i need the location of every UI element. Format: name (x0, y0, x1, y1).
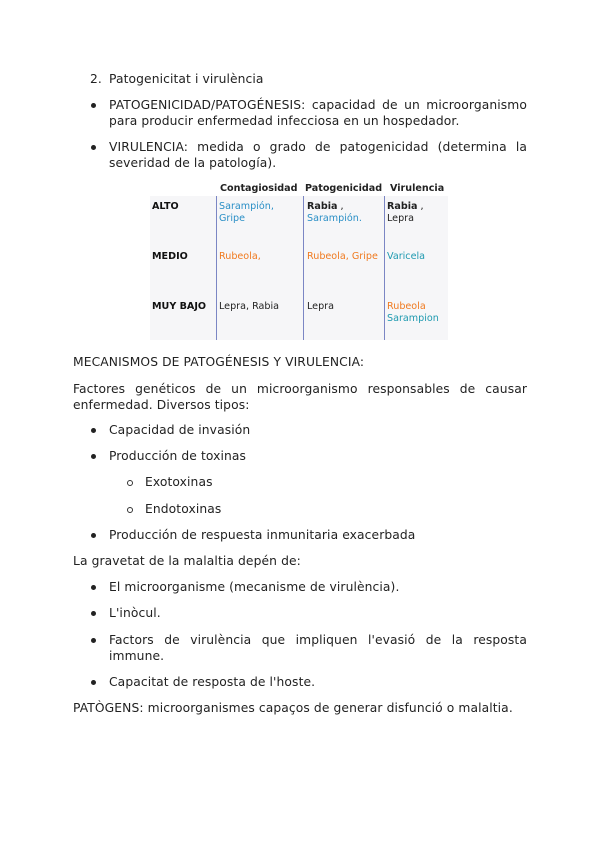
bullet-icon (91, 680, 96, 685)
severity-item: Capacitat de resposta de l'hoste. (109, 675, 316, 689)
bullet-icon (91, 145, 96, 150)
comparison-table (150, 183, 448, 340)
table-cell: Lepra, Rabia (219, 301, 280, 312)
severity-item: Factors de virulència que impliquen l'evasió de la resposta immune. (109, 633, 527, 663)
pathogens-definition: PATÒGENS: microorganismes capaços de generar disfunció o malaltia. (73, 701, 513, 715)
severity-item: L'inòcul. (109, 606, 161, 620)
list-number: 2. (90, 72, 102, 86)
definition-patogenicidad: PATOGENICIDAD/PATOGÉNESIS: capacidad de un microorganismo para producir enfermedad infecciosa en un hospedador. (109, 98, 527, 128)
toxin-exotoxinas: Exotoxinas (145, 475, 213, 489)
table-header-contagiosidad: Contagiosidad (220, 183, 298, 194)
definition-virulencia: VIRULENCIA: medida o grado de patogenicidad (determina la severidad de la patología). (109, 140, 527, 170)
table-divider (384, 196, 385, 340)
table-cell: Sarampión, Gripe (219, 201, 274, 224)
bullet-icon (91, 585, 96, 590)
section-title: MECANISMOS DE PATOGÉNESIS Y VIRULENCIA: (73, 355, 365, 369)
table-cell: Varicela (387, 251, 426, 262)
bullet-icon (91, 638, 96, 643)
circle-bullet-icon (127, 480, 133, 486)
mechanism-toxins: Producción de toxinas (109, 449, 247, 463)
table-cell: Lepra (307, 301, 334, 312)
table-cell: Rubeola, (219, 251, 261, 262)
row-label-alto: ALTO (152, 201, 179, 212)
table-cell: Rabia , Sarampión. (307, 201, 362, 224)
row-label-medio: MEDIO (152, 251, 188, 262)
severity-intro: La gravetat de la malaltia depén de: (73, 554, 301, 568)
bullet-icon (91, 454, 96, 459)
toxin-endotoxinas: Endotoxinas (145, 502, 222, 516)
severity-item: El microorganisme (mecanisme de virulència). (109, 580, 400, 594)
mechanism-invasion: Capacidad de invasión (109, 423, 251, 437)
list-item-title: Patogenicitat i virulència (109, 72, 264, 86)
table-cell: Rubeola Sarampion (387, 301, 439, 324)
table-cell: Rubeola, Gripe (307, 251, 378, 262)
bullet-icon (91, 103, 96, 108)
table-divider (303, 196, 304, 340)
mechanism-immune: Producción de respuesta inmunitaria exacerbada (109, 528, 416, 542)
table-divider (216, 196, 217, 340)
table-cell: Rabia , Lepra (387, 201, 424, 224)
row-label-muy-bajo: MUY BAJO (152, 301, 207, 312)
bullet-icon (91, 611, 96, 616)
circle-bullet-icon (127, 507, 133, 513)
bullet-icon (91, 533, 96, 538)
intro-paragraph: Factores genéticos de un microorganismo responsables de causar enfermedad. Diversos tipos: (73, 382, 527, 412)
table-header-patogenicidad: Patogenicidad (305, 183, 383, 194)
bullet-icon (91, 428, 96, 433)
table-header-virulencia: Virulencia (390, 183, 445, 194)
